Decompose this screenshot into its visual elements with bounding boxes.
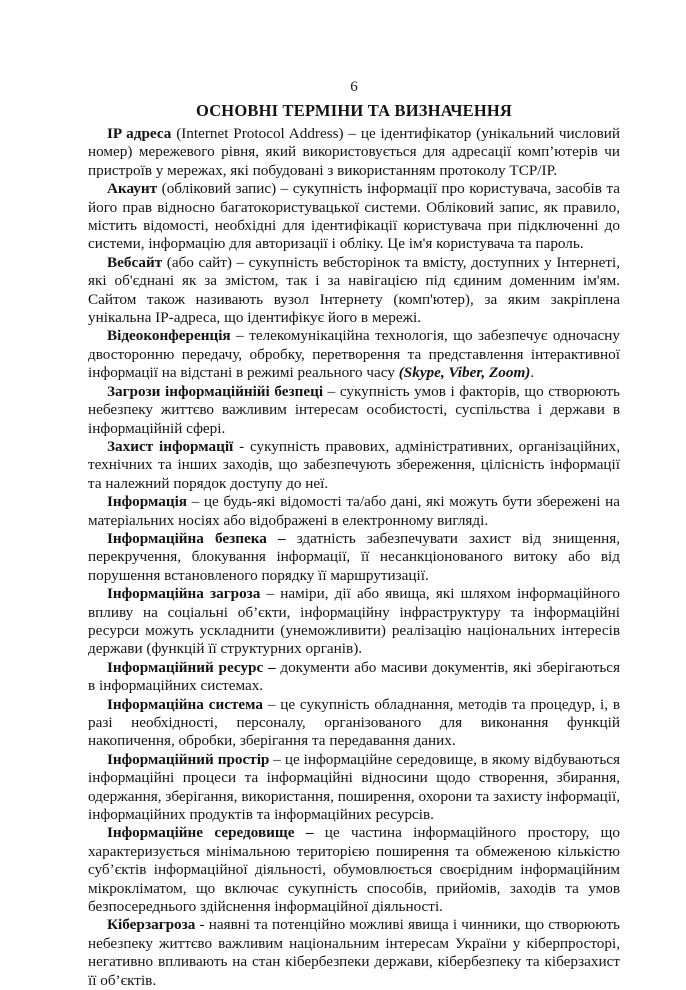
glossary-term: Вебсайт <box>107 253 163 271</box>
glossary-term: Кіберзагроза <box>107 916 196 934</box>
glossary-term: Захист інформації <box>107 437 234 455</box>
glossary-entry <box>88 327 620 382</box>
glossary-term: IP адреса <box>107 125 172 142</box>
glossary-entry <box>88 824 620 916</box>
glossary-definition: – це сукупність обладнання, методів та процедур, і, в разі необхідності, персоналу, організованого для виконання функцій накопичення, обробки, зберігання та передавання даних. <box>88 695 620 750</box>
glossary-definition: – це будь-які відомості та/або дані, які можуть бути збережені на матеріальних носіях або відображені в електронному вигляді. <box>88 493 620 529</box>
glossary-entry <box>88 530 620 585</box>
glossary-entry <box>88 438 620 493</box>
glossary-definition: (Internet Protocol Address) – це ідентифікатор (унікальний числовий номер) мережевого рівня, який використовується для адресації комп’ютерів чи пристроїв у мережах, які побудовані з використанням протоколу TCP/IP. <box>88 125 620 179</box>
glossary-definition: (обліковий запис) – сукупність інформації про користувача, засобів та його прав відносно багатокористувацької системи. Обліковий запис, як правило, містить відомості, необхідні для ідентифікації користувача при підключенні до системи, інформацію для авторизації і обліку. Це ім'я користувача та пароль. <box>88 180 620 253</box>
glossary-entry <box>88 254 620 328</box>
glossary-definition: документи або масиви документів, які зберігаються в інформаційних системах. <box>88 658 620 695</box>
glossary-definition: це частина інформаційного простору, що характеризується мінімальною територією поширення та обмеженою кількістю суб’єктів інформаційної діяльності, обумовлюється своєрідним інформаційним мікрокліматом, що включає сукупність способів, прийомів, заходів та умов безпосереднього здійснення інформаційної діяльності. <box>88 824 620 916</box>
page-title: ОСНОВНІ ТЕРМІНИ ТА ВИЗНАЧЕННЯ <box>195 101 513 120</box>
glossary-entry <box>88 751 620 825</box>
glossary-emphasis: (Skype, Viber, Zoom) <box>398 364 531 382</box>
glossary-entry <box>88 383 620 438</box>
glossary-term: Інформаційний простір <box>107 750 270 768</box>
glossary-entry <box>88 125 620 180</box>
glossary-term: Відеоконференція <box>107 327 231 345</box>
glossary-definition: – сукупність умов і факторів, що створюють небезпеку життєво важливим інтересам особистості, суспільства і держави в інформаційній сфері. <box>88 382 620 437</box>
glossary-list <box>88 125 620 990</box>
glossary-term: Акаунт <box>107 180 158 198</box>
glossary-term: Інформаційне середовище – <box>107 824 314 842</box>
glossary-term: Загрози інформаційнійі безпеці <box>107 382 324 400</box>
glossary-definition: – телекомунікаційна технологія, що забезпечує одночасну двосторонню передачу, обробку, перетворення та представлення інтерактивної інформації на відстані в режимі реального часу <box>88 327 620 382</box>
glossary-entry <box>88 493 620 530</box>
glossary-entry <box>88 585 620 659</box>
glossary-entry <box>88 696 620 751</box>
glossary-term: Інформаційний ресурс – <box>107 658 276 676</box>
glossary-entry <box>88 916 620 990</box>
glossary-term: Інформаційна система <box>107 695 263 713</box>
glossary-entry <box>88 659 620 696</box>
glossary-definition: - наявні та потенційно можливі явища і чинники, що створюють небезпеку життєво важливим національним інтересам України у кіберпросторі, негативно впливають на стан кібербезпеки держави, кібербезпеку та кіберзахист її об’єктів. <box>88 916 620 989</box>
glossary-definition: здатність забезпечувати захист від знищення, перекручення, блокування інформації, її несанкціонованого витоку або від порушення встановленого порядку її маршрутизації. <box>88 529 620 584</box>
document-page <box>88 78 620 990</box>
glossary-term: Інформація <box>107 493 188 511</box>
glossary-definition: – наміри, дії або явища, які шляхом інформаційного впливу на соціальні об’єкти, інформаційну інфраструктуру та інформаційні ресурси можуть ускладнити (унеможливити) реалізацію національних інтересів держави (функцій її структурних органів). <box>88 585 620 658</box>
glossary-entry <box>88 180 620 254</box>
page-number: 6 <box>350 79 358 95</box>
glossary-term: Інформаційна безпека – <box>107 529 286 547</box>
glossary-definition: (або сайт) – сукупність вебсторінок та вмісту, доступних у Інтернеті, які об'єднані як за змістом, так і за навігацією під єдиним доменним ім'ям. Сайтом також називають вузол Інтернету (комп'ютер), за яким закріплена унікальна IP-адреса, що ідентифікує його в мережі. <box>88 253 620 327</box>
glossary-definition: - сукупність правових, адміністративних, організаційних, технічних та інших заходів, що забезпечують збереження, цілісність інформації та належний порядок доступу до неї. <box>88 437 620 492</box>
glossary-term: Інформаційна загроза <box>107 585 261 603</box>
glossary-definition-tail: . <box>530 364 535 382</box>
glossary-definition: – це інформаційне середовище, в якому відбуваються інформаційні процеси та інформаційні відносини щодо створення, збирання, одержання, зберігання, використання, поширення, охорони та захисту інформації, інформаційних продуктів та інформаційних ресурсів. <box>88 750 620 824</box>
